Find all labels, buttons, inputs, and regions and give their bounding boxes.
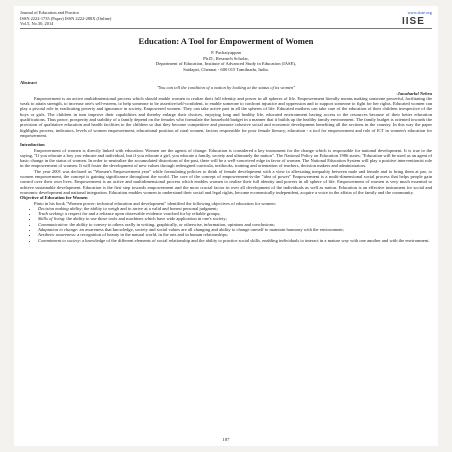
- journal-header: [20, 10, 432, 27]
- list-item-text: : the ability to use those tools and machines which have wide application in one's society;: [64, 216, 227, 222]
- iiste-logo: IISE: [402, 16, 425, 27]
- header-divider: [20, 28, 432, 29]
- list-item-term: Adaptation to change: [38, 227, 78, 233]
- list-item-text: : the ability to convey to others orally in writing, graphically, or otherwise, information, opinions and conclusions;: [67, 221, 275, 227]
- page-number: 187: [222, 437, 230, 442]
- list-item-term: Aesthetic awareness: [38, 232, 75, 238]
- abstract-quote: "You can tell the condition of a nation by looking at the status of its women": [156, 85, 296, 91]
- introduction-heading: Introduction: [20, 142, 45, 148]
- author-name: P. Pachaiyappan: [211, 50, 241, 55]
- introduction-paragraph-1: Empowerment of women is directly linked with education. Women are the agents of change. Education is considered a key instrument for the change which is responsible for national development. It is true to the saying, "If you educate a boy you educate and individual, but if you educate a girl, you educate a family, society and ultimately the nation". The National Policy on Education 1986 states, "Education will be used as an agent of basic change in the status of women. In order to neutralize the accumulated distortions of the past, there will be a well-conceived edge in favor of women. The National Education System will play a positive interventionist role in the empowerment of women. It will foster the development of new values through redesigned curricula, textbooks, training and orientation of teachers, decision makers and administrators.: [20, 147, 432, 169]
- list-item-term: Communication: [38, 221, 68, 227]
- list-item-text: : an awareness that knowledge, society and social values are all changing and ability to change oneself to maintain harmony with the environment;: [77, 227, 344, 233]
- author-department: Department of Education, Institute of Advanced Study in Education (IASE),: [155, 61, 297, 67]
- author-block: [14, 50, 438, 73]
- author-address: Saidapet, Chennai - 600 015 Tamilnadu, India.: [183, 67, 269, 73]
- objective-intro: Pinto in his book "Women power: technical education and development" identified the following objectives of education for women:: [34, 200, 276, 206]
- journal-name: Journal of Education and Practice: [20, 10, 80, 15]
- list-item-term: Decision making ability: [38, 205, 82, 211]
- paper-page: [14, 6, 438, 446]
- abstract-heading: Abstract: [20, 80, 37, 85]
- objectives-list: [20, 206, 432, 243]
- quote-author: -Jawaharlal Nehru: [395, 90, 432, 96]
- list-item-text: : the ability to weigh and to arrive at a valid and honest personal judgment;: [81, 205, 218, 211]
- paper-title: Education: A Tool for Empowerment of Women: [138, 36, 314, 46]
- objective-heading: Objective of Education for Women: [20, 195, 88, 201]
- list-item-text: : a knowledge of the different elements of social relationship and the ability to practice social skills, enabling individuals to interact in a mature way with one another and with the environment.: [79, 237, 430, 243]
- journal-volume: Vol.5, No.30, 2014: [20, 21, 54, 27]
- list-item-text: : a recognition of beauty in the natural world, in the arts and in human relationships;: [74, 232, 228, 238]
- list-item-term: Truth seeking: [38, 211, 63, 217]
- list-item-term: Skills of living: [38, 216, 65, 222]
- introduction-paragraph-2: The year 2001 was declared as "Women's Empowerment year" while formulating policies to think of female development with a view to alleviating inequality between male and female and to bring them at par, to women empowerment, the concept is gaining significance throughout the world. The core of the concept of empowerment-is-the "idea of power" Empowerment is a multi-dimensional social process that helps people gain control over their own lives. Empowerment is an active and multidimensional process which enables women to realize their full identity and powers in all sphere of life. Empowerment of women is very much essential to achieve sustainable development. Education is the first step towards empowerment and the most crucial factor in over all development of the individuals as well as nation. Education is an effective instrument for social and economic development and national integration. Education enables women to understand their social and legal rights, become economically independent, acquire a voice in the affairs of the family and the community.: [20, 168, 432, 195]
- list-item: [38, 238, 432, 243]
- paper-body: [20, 80, 432, 243]
- journal-url-link[interactable]: www.iiste.org: [407, 10, 432, 15]
- author-degree: Ph.D., Research Scholar,: [203, 55, 249, 61]
- list-item-text: : a respect for and a reliance upon observable evidence vouched for by reliable groups;: [62, 211, 221, 217]
- abstract-text: Empowerment is an active multidimensional process which should enable women to realize their full identity and power in all spheres of life. Empowerment literally means making someone powerful, facilitating the weak to attain strength, to increase one's self-esteem, to help someone to be assertive/self-confident, to enable someone to confront injustice and oppression and to support someone to fight for her rights. Educated women can play a pivotal role in eradicating poverty and ignorance in society. Empowered women. They can take active part in all the spheres of life. Educated mothers can take care of the education of their children irrespective of the boys or girls. The children in turn improve their capabilities and thereby enlarge their choices, enjoying long and healthy life, educated environment having access to the resources because of their better education qualifications. Thus peace, prosperity and stability of a family depend on the females who formulate the household budget in a manner that it builds up the healthy family environment. The family budget is oriented towards the provision of qualitative education and health facilities to the children so that they become competitive and promote cohesive social and economic development benefiting all the sections in the country. In this way the paper highlights process, indicators, levels of women empowerment, educational position of rural women, factors responsible for poor female literacy, education - a tool for empowerment and role of ICT in women's education for empowerment.: [20, 95, 432, 138]
- list-item-term: Commitment to society: [38, 237, 80, 243]
- journal-issn: ISSN 2222-1735 (Paper) ISSN 2222-288X (Online): [20, 15, 112, 21]
